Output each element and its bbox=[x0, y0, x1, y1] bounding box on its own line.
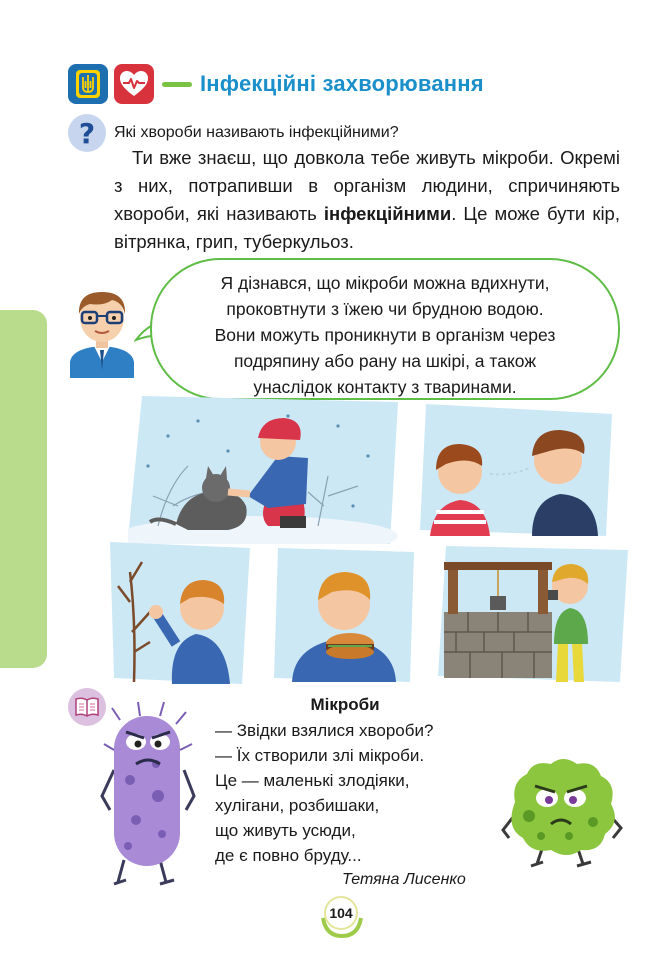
speech-bubble bbox=[150, 258, 620, 400]
poem-block bbox=[215, 692, 485, 868]
bubble-line: унаслідок контакту з тваринами. bbox=[253, 377, 517, 397]
bubble-line: Вони можуть проникнути в організм через bbox=[214, 325, 556, 345]
boy-touching-branch-illustration bbox=[110, 542, 250, 684]
page-number-badge bbox=[322, 894, 362, 934]
page-number: 104 bbox=[324, 896, 358, 930]
poem-line: Це — маленькі злодіяки, bbox=[215, 771, 410, 790]
children-sneezing-illustration bbox=[420, 404, 612, 536]
bubble-line: проковтнути з їжею чи брудною водою. bbox=[226, 299, 544, 319]
health-heart-icon bbox=[114, 64, 154, 104]
intro-text-before: Ти вже знаєш, що довкола тебе живуть мікроби. Окремі з них, потрапивши в організм людини, спричиняють хвороби, які називають bbox=[114, 147, 620, 224]
bubble-line: Я дізнався, що мікроби можна вдихнути, bbox=[220, 273, 550, 293]
question-text: Які хвороби називають інфекційними? bbox=[114, 124, 399, 141]
poem-line: хулігани, розбишаки, bbox=[215, 796, 380, 815]
page-title: Інфекційні захворювання bbox=[200, 71, 484, 96]
poem-line: — Їх створили злі мікроби. bbox=[215, 746, 425, 765]
boy-character-image bbox=[64, 284, 140, 378]
purple-microbe-character bbox=[100, 700, 196, 890]
poem-line: — Звідки взялися хвороби? bbox=[215, 721, 434, 740]
intro-paragraph bbox=[114, 144, 620, 256]
ukraine-emblem-icon bbox=[68, 64, 108, 104]
question-icon: ? bbox=[68, 114, 106, 152]
poem-line: що живуть усюди, bbox=[215, 821, 356, 840]
intro-bold-term: інфекційними bbox=[323, 203, 452, 224]
boy-eating-burger-illustration bbox=[274, 548, 414, 682]
section-header bbox=[68, 62, 484, 106]
poem-author: Тетяна Лисенко bbox=[342, 871, 466, 888]
poem-title: Мікроби bbox=[310, 695, 380, 714]
boy-drinking-from-well-illustration bbox=[438, 546, 628, 682]
poem-line: де є повно бруду... bbox=[215, 846, 362, 865]
green-microbe-character bbox=[497, 752, 627, 870]
header-accent-line bbox=[162, 82, 192, 87]
bubble-line: подряпину або рану на шкірі, а також bbox=[233, 351, 537, 371]
girl-petting-cat-illustration bbox=[128, 396, 398, 544]
intro-text-after: . Це може бути кір, вітрянка, грип, туберкульоз. bbox=[114, 203, 620, 252]
chapter-side-tab bbox=[0, 310, 47, 668]
